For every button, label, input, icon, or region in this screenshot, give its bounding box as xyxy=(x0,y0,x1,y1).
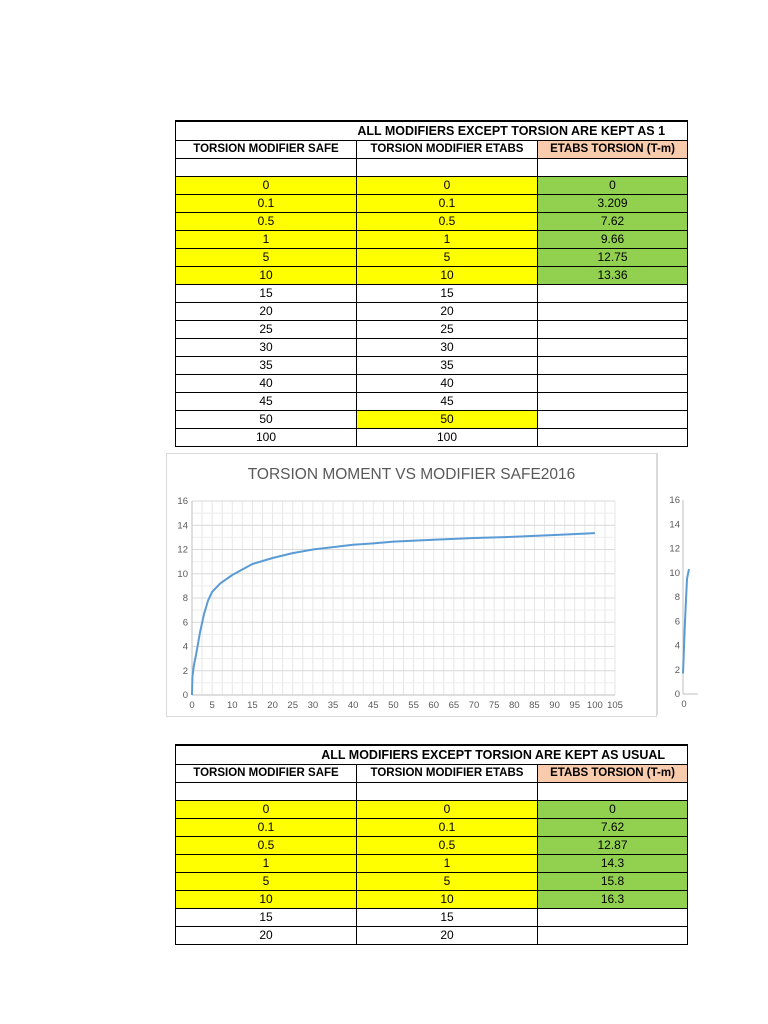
table-row xyxy=(176,267,688,285)
y-tick-label: 4 xyxy=(182,641,188,653)
cell-torsion: 14.3 xyxy=(538,855,688,873)
x-tick-label: 30 xyxy=(307,700,319,711)
y-tick-label: 10 xyxy=(177,568,188,580)
cell-etabs: 5 xyxy=(357,249,538,267)
cell-safe: 15 xyxy=(176,909,357,927)
table-row xyxy=(176,195,688,213)
cell-torsion xyxy=(538,783,688,801)
cell-etabs: 0.1 xyxy=(357,819,538,837)
cell-etabs: 10 xyxy=(357,891,538,909)
x-tick-label: 90 xyxy=(549,700,560,711)
y-tick-label: 2 xyxy=(674,664,680,676)
table-row xyxy=(176,213,688,231)
table-title: ALL MODIFIERS EXCEPT TORSION ARE KEPT AS 1 xyxy=(176,121,688,141)
cell-etabs: 15 xyxy=(357,285,538,303)
y-tick-label: 8 xyxy=(182,593,188,604)
cell-safe: 5 xyxy=(176,873,357,891)
x-tick-label: 95 xyxy=(569,700,581,711)
y-tick-label: 14 xyxy=(177,520,188,532)
table-row xyxy=(176,393,688,411)
cell-safe: 0 xyxy=(176,801,357,819)
table-title: ALL MODIFIERS EXCEPT TORSION ARE KEPT AS USUAL xyxy=(176,745,688,765)
cell-etabs: 0.5 xyxy=(357,213,538,231)
x-tick-label: 35 xyxy=(327,700,339,711)
x-tick-label: 0 xyxy=(189,700,195,711)
cell-torsion xyxy=(538,303,688,321)
cell-etabs: 100 xyxy=(357,429,538,447)
cell-etabs: 40 xyxy=(357,375,538,393)
header-safe: TORSION MODIFIER SAFE xyxy=(176,141,357,159)
cell-torsion: 13.36 xyxy=(538,267,688,285)
cell-safe: 100 xyxy=(176,429,357,447)
table-row xyxy=(176,339,688,357)
cell-torsion xyxy=(538,321,688,339)
x-tick-label: 80 xyxy=(508,700,520,711)
x-tick-label: 45 xyxy=(367,700,379,711)
table-row xyxy=(176,321,688,339)
cell-torsion: 3.209 xyxy=(538,195,688,213)
cell-etabs: 1 xyxy=(357,231,538,249)
y-tick-label: 0 xyxy=(674,689,680,700)
x-tick-label: 105 xyxy=(607,700,623,711)
cell-safe: 0.5 xyxy=(176,837,357,855)
cell-safe xyxy=(176,783,357,801)
y-tick-label: 2 xyxy=(182,665,188,677)
second-chart-plot xyxy=(658,453,698,715)
cell-torsion xyxy=(538,909,688,927)
x-tick-label: 85 xyxy=(529,700,540,711)
series-line xyxy=(683,569,689,673)
header-etabs: TORSION MODIFIER ETABS xyxy=(357,765,538,783)
table-row xyxy=(176,855,688,873)
torsion-chart xyxy=(166,453,657,717)
table-row xyxy=(176,411,688,429)
cell-safe: 5 xyxy=(176,249,357,267)
cell-torsion: 0 xyxy=(538,177,688,195)
cell-etabs: 0.5 xyxy=(357,837,538,855)
cell-torsion: 12.75 xyxy=(538,249,688,267)
table-modifiers-as-1 xyxy=(175,120,688,447)
header-torsion: ETABS TORSION (T-m) xyxy=(538,765,688,783)
cell-safe: 10 xyxy=(176,891,357,909)
second-chart-partial xyxy=(657,453,698,715)
x-tick-label: 60 xyxy=(428,700,440,711)
cell-etabs: 45 xyxy=(357,393,538,411)
chart-title: TORSION MOMENT VS MODIFIER SAFE2016 xyxy=(247,466,576,483)
table-row xyxy=(176,783,688,801)
cell-torsion: 9.66 xyxy=(538,231,688,249)
cell-etabs: 5 xyxy=(357,873,538,891)
x-tick-label: 5 xyxy=(209,700,215,711)
y-tick-label: 12 xyxy=(669,543,680,555)
x-tick-label: 65 xyxy=(448,700,460,711)
table-modifiers-as-usual xyxy=(175,744,688,945)
table-row xyxy=(176,801,688,819)
table-title-row xyxy=(176,745,688,765)
x-tick-label: 0 xyxy=(681,699,687,710)
y-tick-label: 16 xyxy=(177,496,188,507)
table-row xyxy=(176,891,688,909)
cell-etabs: 30 xyxy=(357,339,538,357)
table-row xyxy=(176,873,688,891)
y-tick-label: 12 xyxy=(177,544,188,556)
cell-torsion: 7.62 xyxy=(538,213,688,231)
cell-torsion: 0 xyxy=(538,801,688,819)
cell-torsion: 16.3 xyxy=(538,891,688,909)
cell-torsion xyxy=(538,357,688,375)
cell-etabs: 0.1 xyxy=(357,195,538,213)
y-tick-label: 8 xyxy=(674,592,680,603)
cell-safe xyxy=(176,159,357,177)
table-header-row xyxy=(176,141,688,159)
header-etabs: TORSION MODIFIER ETABS xyxy=(357,141,538,159)
cell-etabs: 20 xyxy=(357,303,538,321)
y-tick-label: 0 xyxy=(182,690,188,701)
x-tick-label: 40 xyxy=(347,700,359,711)
cell-torsion xyxy=(538,393,688,411)
table-row xyxy=(176,177,688,195)
table-row xyxy=(176,429,688,447)
cell-safe: 45 xyxy=(176,393,357,411)
cell-etabs: 10 xyxy=(357,267,538,285)
cell-safe: 30 xyxy=(176,339,357,357)
cell-torsion: 7.62 xyxy=(538,819,688,837)
cell-torsion xyxy=(538,411,688,429)
cell-safe: 25 xyxy=(176,321,357,339)
table-row xyxy=(176,927,688,945)
x-tick-label: 50 xyxy=(388,700,399,711)
x-tick-label: 20 xyxy=(267,700,278,711)
cell-safe: 0.1 xyxy=(176,195,357,213)
y-tick-label: 6 xyxy=(182,617,188,629)
cell-etabs: 50 xyxy=(357,411,538,429)
cell-etabs: 1 xyxy=(357,855,538,873)
cell-safe: 50 xyxy=(176,411,357,429)
y-tick-label: 14 xyxy=(669,519,680,531)
cell-safe: 35 xyxy=(176,357,357,375)
cell-torsion xyxy=(538,285,688,303)
cell-torsion xyxy=(538,339,688,357)
x-tick-label: 15 xyxy=(247,700,258,711)
table-row xyxy=(176,159,688,177)
x-tick-label: 70 xyxy=(468,700,480,711)
cell-torsion xyxy=(538,375,688,393)
table-row xyxy=(176,231,688,249)
table-row xyxy=(176,819,688,837)
cell-etabs xyxy=(357,159,538,177)
cell-etabs: 35 xyxy=(357,357,538,375)
table-title-row xyxy=(176,121,688,141)
cell-torsion xyxy=(538,159,688,177)
cell-torsion xyxy=(538,429,688,447)
table-row xyxy=(176,375,688,393)
x-tick-label: 10 xyxy=(226,700,238,711)
cell-torsion: 15.8 xyxy=(538,873,688,891)
x-tick-label: 25 xyxy=(287,700,299,711)
cell-torsion: 12.87 xyxy=(538,837,688,855)
cell-etabs: 25 xyxy=(357,321,538,339)
cell-safe: 20 xyxy=(176,927,357,945)
cell-etabs: 0 xyxy=(357,177,538,195)
cell-torsion xyxy=(538,927,688,945)
cell-safe: 1 xyxy=(176,231,357,249)
table-row xyxy=(176,249,688,267)
cell-safe: 0.1 xyxy=(176,819,357,837)
table-row xyxy=(176,285,688,303)
cell-safe: 10 xyxy=(176,267,357,285)
y-tick-label: 6 xyxy=(674,616,680,628)
y-tick-label: 10 xyxy=(669,567,680,579)
table-row xyxy=(176,303,688,321)
cell-etabs: 0 xyxy=(357,801,538,819)
table-row xyxy=(176,837,688,855)
table-row xyxy=(176,357,688,375)
y-tick-label: 16 xyxy=(669,495,680,506)
cell-safe: 1 xyxy=(176,855,357,873)
cell-etabs: 20 xyxy=(357,927,538,945)
cell-safe: 40 xyxy=(176,375,357,393)
cell-safe: 0.5 xyxy=(176,213,357,231)
table-header-row xyxy=(176,765,688,783)
header-torsion: ETABS TORSION (T-m) xyxy=(538,141,688,159)
x-tick-label: 100 xyxy=(586,700,603,711)
chart-plot xyxy=(167,454,656,716)
x-tick-label: 55 xyxy=(408,700,419,711)
x-tick-label: 75 xyxy=(488,700,500,711)
header-safe: TORSION MODIFIER SAFE xyxy=(176,765,357,783)
cell-safe: 15 xyxy=(176,285,357,303)
table-row xyxy=(176,909,688,927)
cell-safe: 20 xyxy=(176,303,357,321)
y-tick-label: 4 xyxy=(674,640,680,652)
cell-etabs: 15 xyxy=(357,909,538,927)
cell-etabs xyxy=(357,783,538,801)
cell-safe: 0 xyxy=(176,177,357,195)
